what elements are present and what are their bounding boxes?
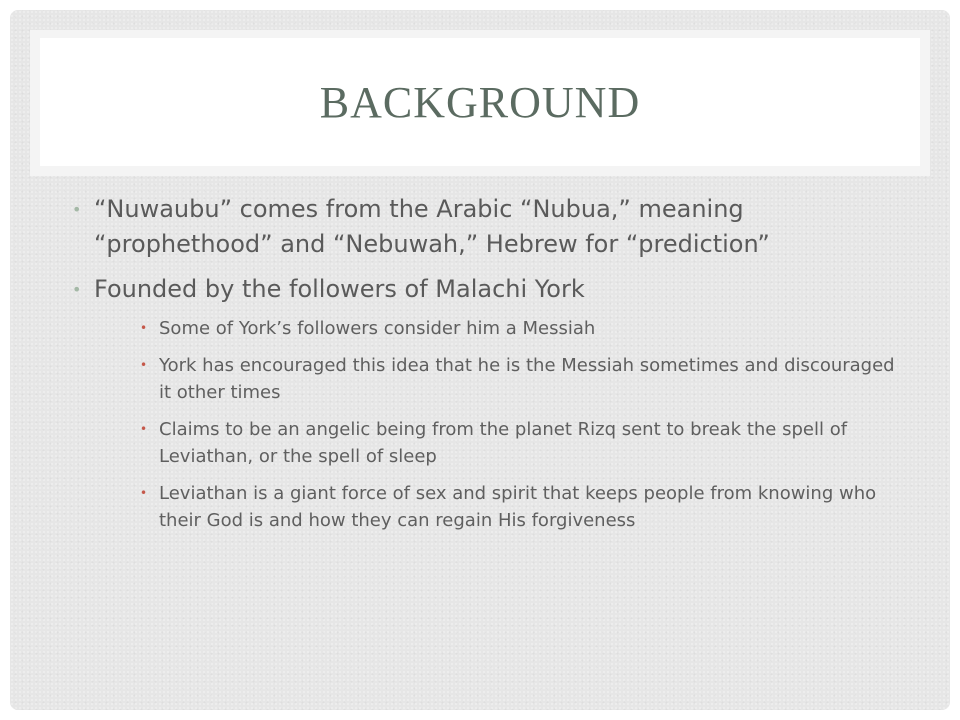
sub-bullet-item	[94, 352, 902, 406]
sub-bullet-text: York has encouraged this idea that he is the Messiah sometimes and discouraged it other times	[159, 355, 895, 403]
slide	[10, 10, 950, 710]
bullet-item-nuwaubu-etymology	[72, 192, 902, 262]
sub-bullet-text: Claims to be an angelic being from the planet Rizq sent to break the spell of Leviathan, or the spell of sleep	[159, 419, 848, 467]
bullet-icon: •	[72, 200, 82, 219]
sub-bullet-item	[94, 480, 902, 534]
sub-bullet-icon: •	[140, 422, 148, 436]
slide-content	[72, 192, 902, 544]
bullet-item-founded-by	[72, 272, 902, 534]
sub-bullet-text: Some of York’s followers consider him a Messiah	[159, 318, 596, 339]
bullet-text: “Nuwaubu” comes from the Arabic “Nubua,” meaning “prophethood” and “Nebuwah,” Hebrew for “prediction”	[94, 195, 770, 258]
sub-bullet-item	[94, 315, 902, 342]
sub-bullet-icon: •	[140, 358, 148, 372]
sub-bullet-item	[94, 416, 902, 470]
sub-bullet-icon: •	[140, 486, 148, 500]
sub-bullet-icon: •	[140, 321, 148, 335]
sub-bullet-list	[94, 315, 902, 534]
sub-bullet-text: Leviathan is a giant force of sex and spirit that keeps people from knowing who their God is and how they can regain His forgiveness	[159, 483, 877, 531]
bullet-list	[72, 192, 902, 534]
title-box	[40, 38, 920, 166]
bullet-text: Founded by the followers of Malachi York	[94, 275, 585, 303]
title-frame	[30, 30, 930, 176]
bullet-icon: •	[72, 280, 82, 299]
slide-title: BACKGROUND	[319, 77, 641, 127]
